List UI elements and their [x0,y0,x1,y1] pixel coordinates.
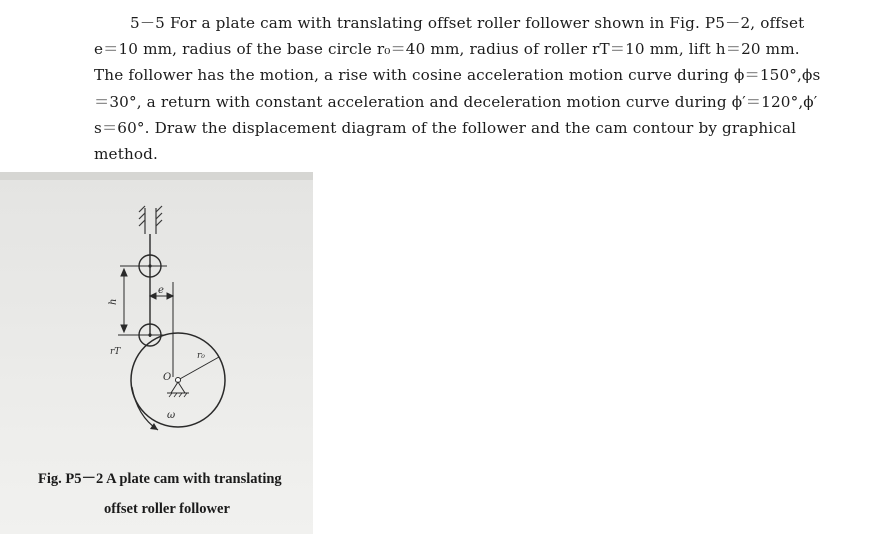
figure-photo [0,172,313,534]
offset-dimension [150,282,173,377]
label-O: O [163,372,172,383]
problem-line-4: ＝30°, a return with constant acceleration and deceleration motion curve during ϕ′＝120°,ϕ′ [94,92,818,111]
page-edge-shadow [0,172,313,180]
rotation-arrow [132,387,158,430]
label-omega: ω [167,410,176,421]
label-h: h [108,298,119,305]
problem-line-5: s＝60°. Draw the displacement diagram of the follower and the cam contour by graphical [94,118,797,137]
problem-line-2: e＝10 mm, radius of the base circle r₀＝40 mm, radius of roller rT＝10 mm, lift h＝20 mm. [94,40,800,59]
label-r0: r₀ [197,351,205,361]
caption-line-1: Fig. P5－2 A plate cam with translating [38,471,282,487]
lift-dimension [120,266,145,332]
figure-caption [38,464,308,524]
label-rT: rT [110,347,121,357]
problem-statement [94,10,821,167]
label-e: e [158,285,164,296]
guide-hatching [139,206,162,234]
problem-line-1: 5－5 For a plate cam with translating offset roller follower shown in Fig. P5－2, offset [130,14,805,32]
problem-line-3: The follower has the motion, a rise with cosine acceleration motion curve during ϕ＝150°,ϕs [94,66,821,85]
caption-line-2: offset roller follower [104,501,230,517]
problem-line-6: method. [94,145,159,164]
